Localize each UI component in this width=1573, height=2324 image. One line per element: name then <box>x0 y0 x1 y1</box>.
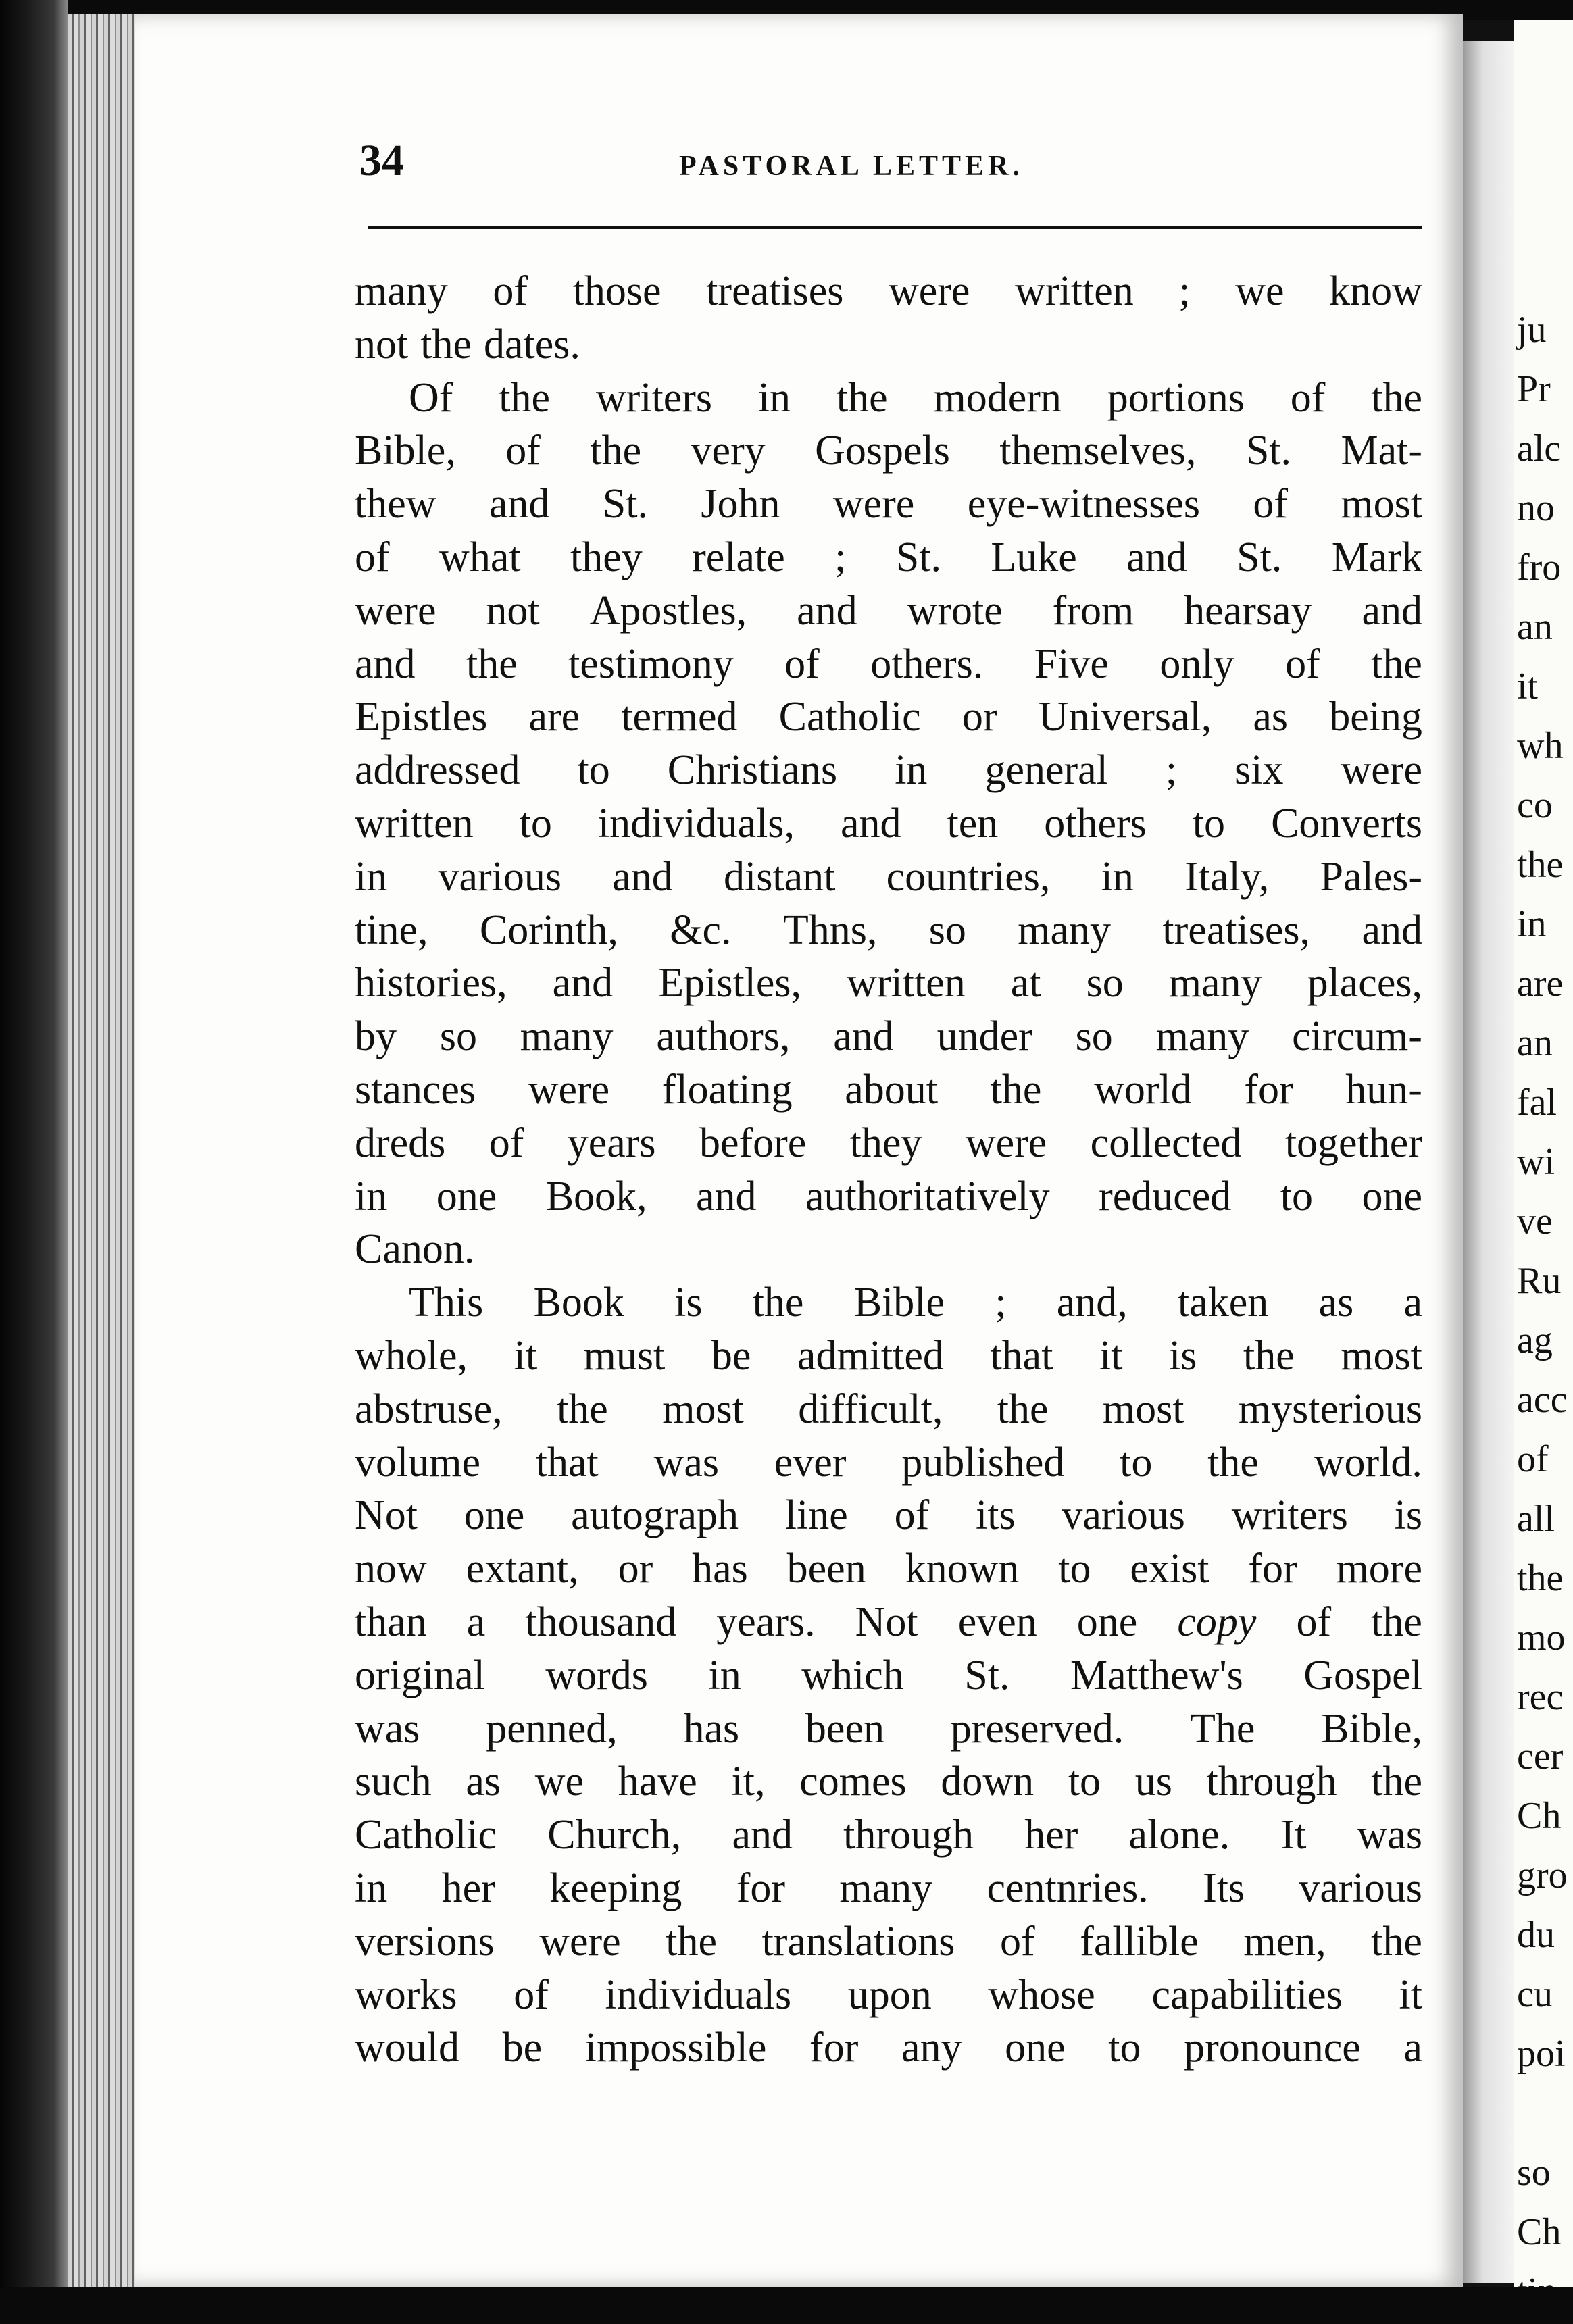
facing-page-line: Pr <box>1517 368 1551 410</box>
facing-page-line: mo <box>1517 1617 1566 1659</box>
text-line: not the dates. <box>355 321 580 368</box>
facing-page-line: acc <box>1517 1379 1568 1421</box>
text-line: in various and distant countries, in Italy, Pales- <box>355 853 1422 900</box>
header-rule <box>368 226 1422 229</box>
text-line: abstruse, the most difficult, the most mysterious <box>355 1386 1422 1432</box>
text-line: Epistles are termed Catholic or Universal, as being <box>355 694 1422 740</box>
text-line: original words in which St. Matthew's Gospel <box>355 1652 1422 1698</box>
text-line: This Book is the Bible ; and, taken as a <box>409 1280 1422 1326</box>
text-line: and the testimony of others. Five only of the <box>355 640 1422 687</box>
scan-bottom-border <box>0 2287 1573 2324</box>
running-title: PASTORAL LETTER. <box>679 151 1024 182</box>
facing-page-line: wh <box>1517 725 1564 767</box>
scan-left-border <box>0 0 68 2324</box>
facing-page-line: fal <box>1517 1082 1557 1123</box>
facing-page-line: the <box>1517 844 1564 886</box>
facing-page-line: it <box>1517 665 1539 707</box>
facing-page-line: in <box>1517 903 1547 945</box>
page-number: 34 <box>359 136 404 185</box>
facing-page-line: an <box>1517 1022 1553 1064</box>
text-line: of what they relate ; St. Luke and St. Mark <box>355 534 1422 580</box>
text-line: Of the writers in the modern portions of the <box>409 374 1422 421</box>
text-line: Catholic Church, and through her alone. It was <box>355 1812 1422 1859</box>
text-line: tine, Corinth, &c. Thns, so many treatises, and <box>355 907 1422 953</box>
facing-page-line: an <box>1517 606 1553 648</box>
facing-page-line: Ru <box>1517 1260 1562 1302</box>
text-line: in one Book, and authoritatively reduced to one <box>355 1173 1422 1219</box>
facing-page-line: du <box>1517 1914 1555 1956</box>
text-line: than a thousand years. Not even one copy of the <box>355 1598 1422 1645</box>
text-line: now extant, or has been known to exist for more <box>355 1546 1422 1592</box>
text-line: dreds of years before they were collected together <box>355 1119 1422 1166</box>
text-line: many of those treatises were written ; we know <box>355 268 1422 314</box>
facing-page-line: all <box>1517 1498 1555 1540</box>
text-line: works of individuals upon whose capabilities it <box>355 1971 1422 2018</box>
facing-page-line: of <box>1517 1438 1549 1480</box>
text-line: Bible, of the very Gospels themselves, St. Mat- <box>355 428 1422 474</box>
facing-page-line: cu <box>1517 1973 1553 2015</box>
facing-page-line: poi <box>1517 2033 1566 2075</box>
text-line: stances were floating about the world for hun- <box>355 1066 1422 1113</box>
facing-page-line: ju <box>1517 309 1547 351</box>
facing-page-line: no <box>1517 487 1555 529</box>
text-line: histories, and Epistles, written at so many places, <box>355 960 1422 1007</box>
facing-page-fragment <box>1514 20 1573 2290</box>
facing-page-line: wi <box>1517 1141 1555 1183</box>
text-line: by so many authors, and under so many circum- <box>355 1013 1422 1060</box>
text-line: written to individuals, and ten others to Converts <box>355 800 1422 847</box>
text-line: would be impossible for any one to pronounce a <box>355 2025 1422 2071</box>
text-line: was penned, has been preserved. The Bible, <box>355 1705 1422 1752</box>
facing-page-line: alc <box>1517 428 1562 470</box>
text-line: Canon. <box>355 1226 475 1273</box>
facing-page-line: co <box>1517 784 1553 826</box>
text-line: in her keeping for many centnries. Its various <box>355 1865 1422 1911</box>
facing-page-line: Ch <box>1517 2211 1562 2253</box>
facing-page-line: Ch <box>1517 1795 1562 1837</box>
facing-page-line: gro <box>1517 1854 1568 1896</box>
facing-page-line: so <box>1517 2152 1551 2194</box>
facing-page-line: fro <box>1517 547 1562 588</box>
text-line: volume that was ever published to the world. <box>355 1439 1422 1486</box>
facing-page-line: the <box>1517 1557 1564 1599</box>
text-line: were not Apostles, and wrote from hearsay and <box>355 587 1422 634</box>
facing-page-line: rec <box>1517 1676 1564 1718</box>
facing-page-line: ag <box>1517 1319 1553 1361</box>
text-line: addressed to Christians in general ; six were <box>355 747 1422 794</box>
text-line: versions were the translations of fallible men, the <box>355 1918 1422 1965</box>
text-line: thew and St. John were eye-witnesses of most <box>355 481 1422 528</box>
text-line: whole, it must be admitted that it is the most <box>355 1332 1422 1379</box>
facing-page-line: are <box>1517 963 1564 1005</box>
facing-page-line: cer <box>1517 1736 1564 1777</box>
facing-page-line: ve <box>1517 1201 1553 1242</box>
body-text <box>355 265 1422 2075</box>
text-line: such as we have it, comes down to us through the <box>355 1759 1422 1805</box>
book-gutter <box>1463 41 1514 2283</box>
book-page-edges <box>68 14 139 2297</box>
text-line: Not one autograph line of its various writers is <box>355 1492 1422 1539</box>
